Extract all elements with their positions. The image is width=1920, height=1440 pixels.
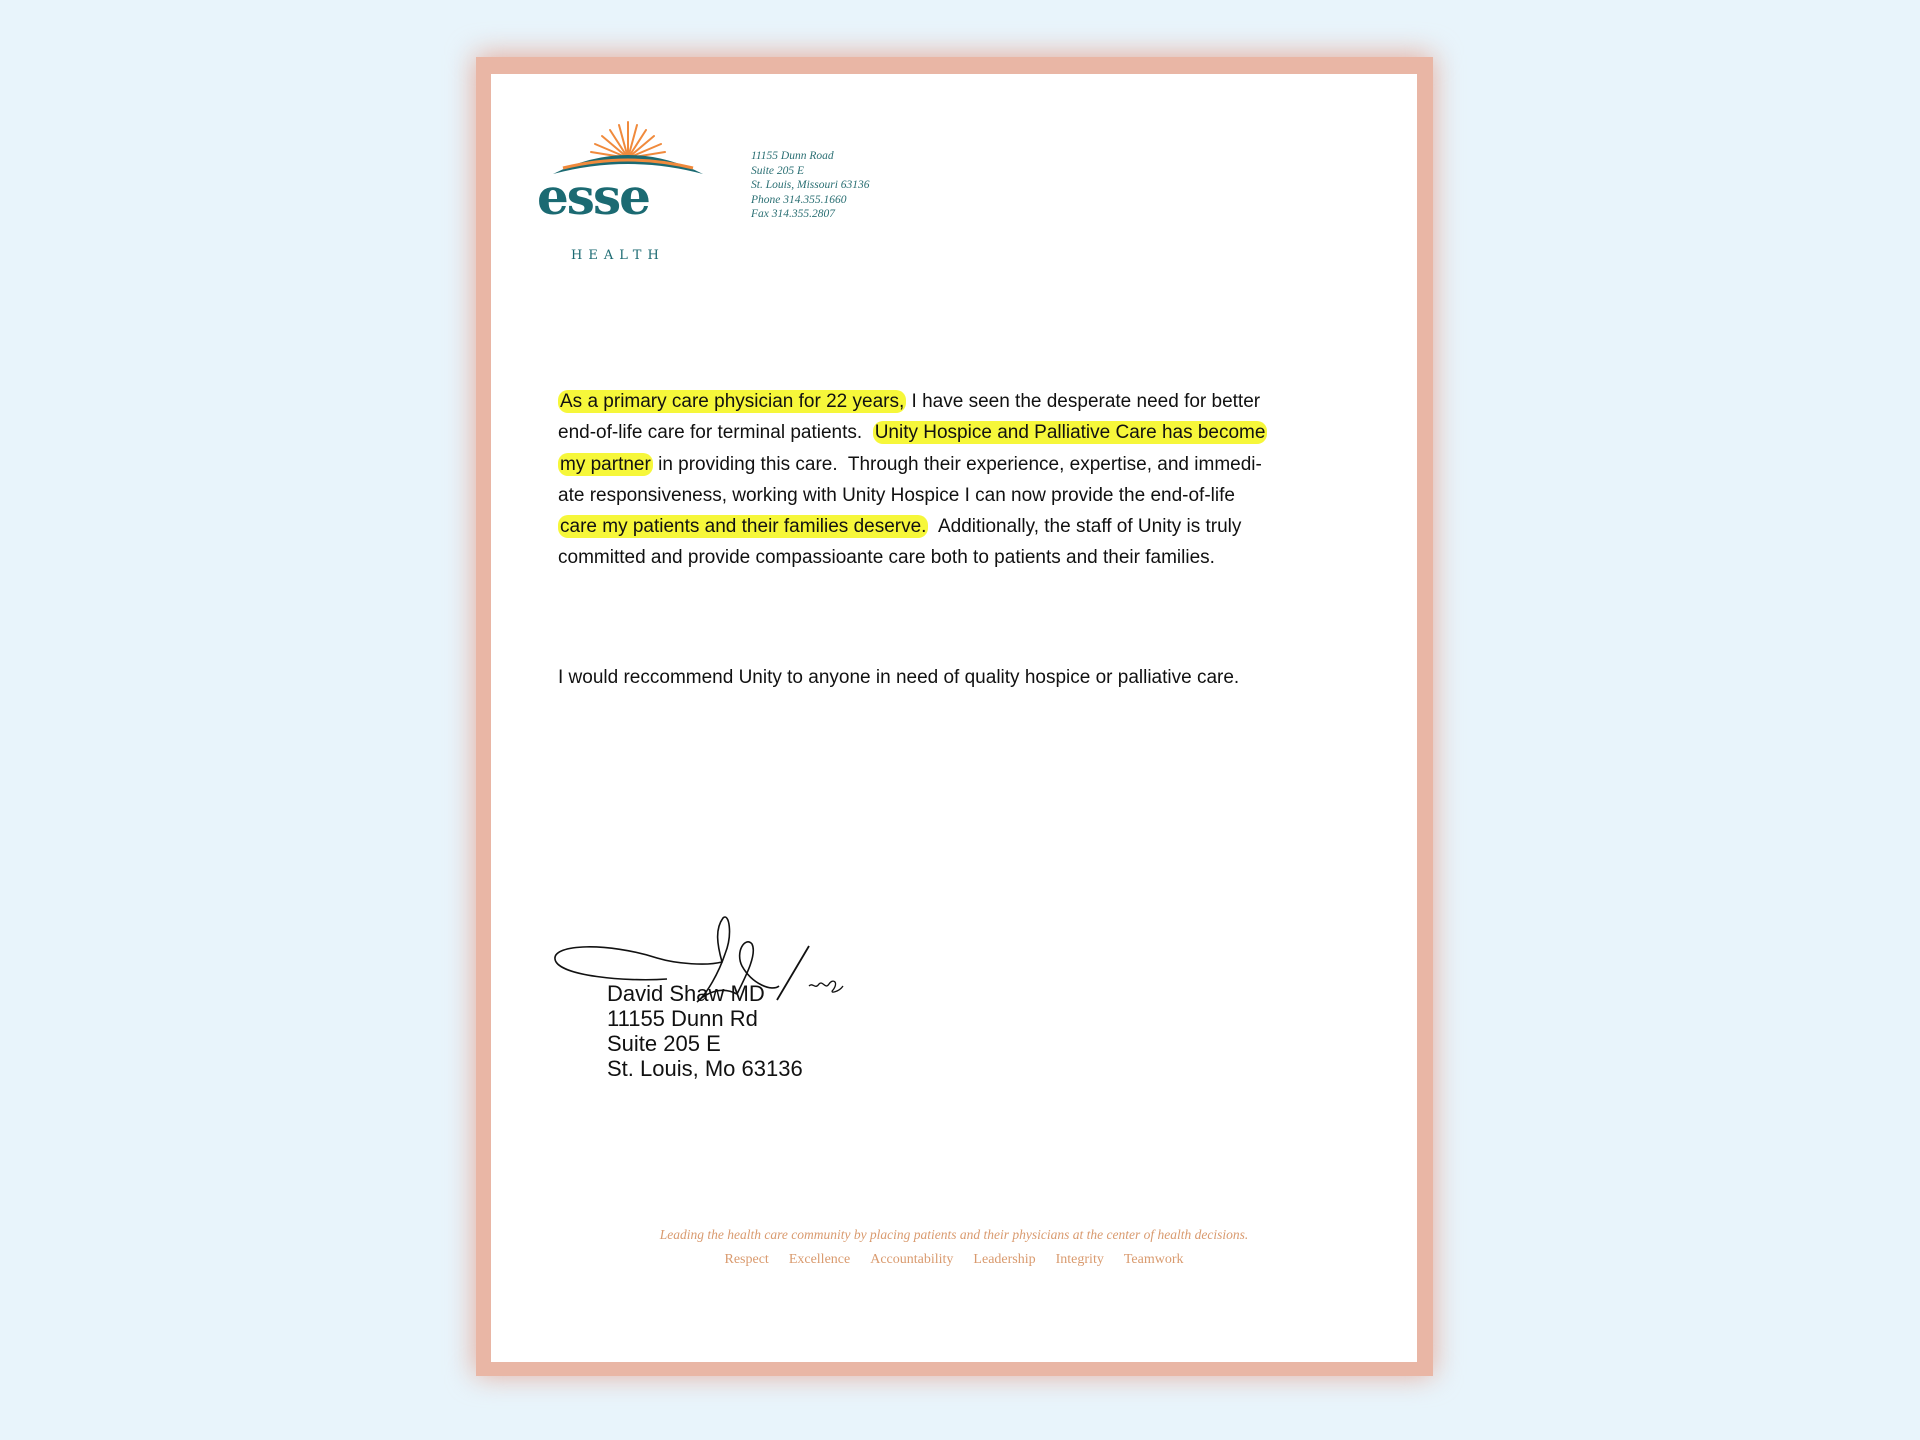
recommendation: I would reccommend Unity to anyone in need of quality hospice or palliative care. — [558, 667, 1240, 688]
logo-subtitle: HEALTH — [571, 248, 665, 263]
value-item: Integrity — [1055, 1252, 1104, 1267]
footer-motto: Leading the health care community by placing patients and their physicians at the center of health decisions. — [659, 1227, 1249, 1242]
letter-body — [558, 386, 1358, 574]
signer-name: David Shaw MD — [607, 981, 765, 1006]
value-item: Respect — [724, 1252, 769, 1267]
body-line — [558, 511, 1358, 542]
value-item: Leadership — [973, 1252, 1036, 1267]
address-line: 11155 Dunn Road — [751, 150, 834, 162]
body-text: I have seen the desperate need for better — [906, 391, 1261, 412]
signature-block — [607, 981, 803, 1081]
value-item: Excellence — [788, 1252, 851, 1267]
address-line: St. Louis, Missouri 63136 — [751, 179, 870, 191]
esse-health-logo — [533, 116, 723, 263]
body-line — [558, 449, 1358, 480]
address-phone: Phone 314.355.1660 — [751, 193, 847, 206]
letterhead-address — [751, 149, 870, 222]
highlight: As a primary care physician for 22 years, — [560, 391, 905, 412]
value-item: Accountability — [870, 1252, 954, 1267]
signer-city: St. Louis, Mo 63136 — [607, 1056, 803, 1081]
body-text: in providing this care. Through their experience, expertise, and immedi- — [652, 453, 1262, 475]
highlight: care my patients and their families deserve. — [560, 516, 927, 538]
signer-suite: Suite 205 E — [607, 1031, 721, 1056]
highlight: Unity Hospice and Palliative Care has become — [874, 422, 1266, 444]
body-line: ate responsiveness, working with Unity Hospice I can now provide the end-of-life — [558, 484, 1235, 506]
value-item: Teamwork — [1123, 1252, 1184, 1267]
address-fax: Fax 314.355.2807 — [751, 208, 836, 220]
address-line: Suite 205 E — [751, 164, 805, 177]
body-line — [558, 417, 1358, 448]
body-text: Additionally, the staff of Unity is truly — [928, 516, 1242, 538]
logo-wordmark: esse — [537, 167, 649, 226]
body-text: end-of-life care for terminal patients. — [558, 422, 873, 444]
body-line — [558, 386, 1358, 417]
highlight: my partner — [560, 453, 651, 475]
letter-page — [491, 74, 1417, 1362]
footer-values — [491, 1252, 1417, 1268]
signer-street: 11155 Dunn Rd — [607, 1006, 758, 1031]
body-line: committed and provide compassioante care both to patients and their families. — [558, 547, 1215, 569]
